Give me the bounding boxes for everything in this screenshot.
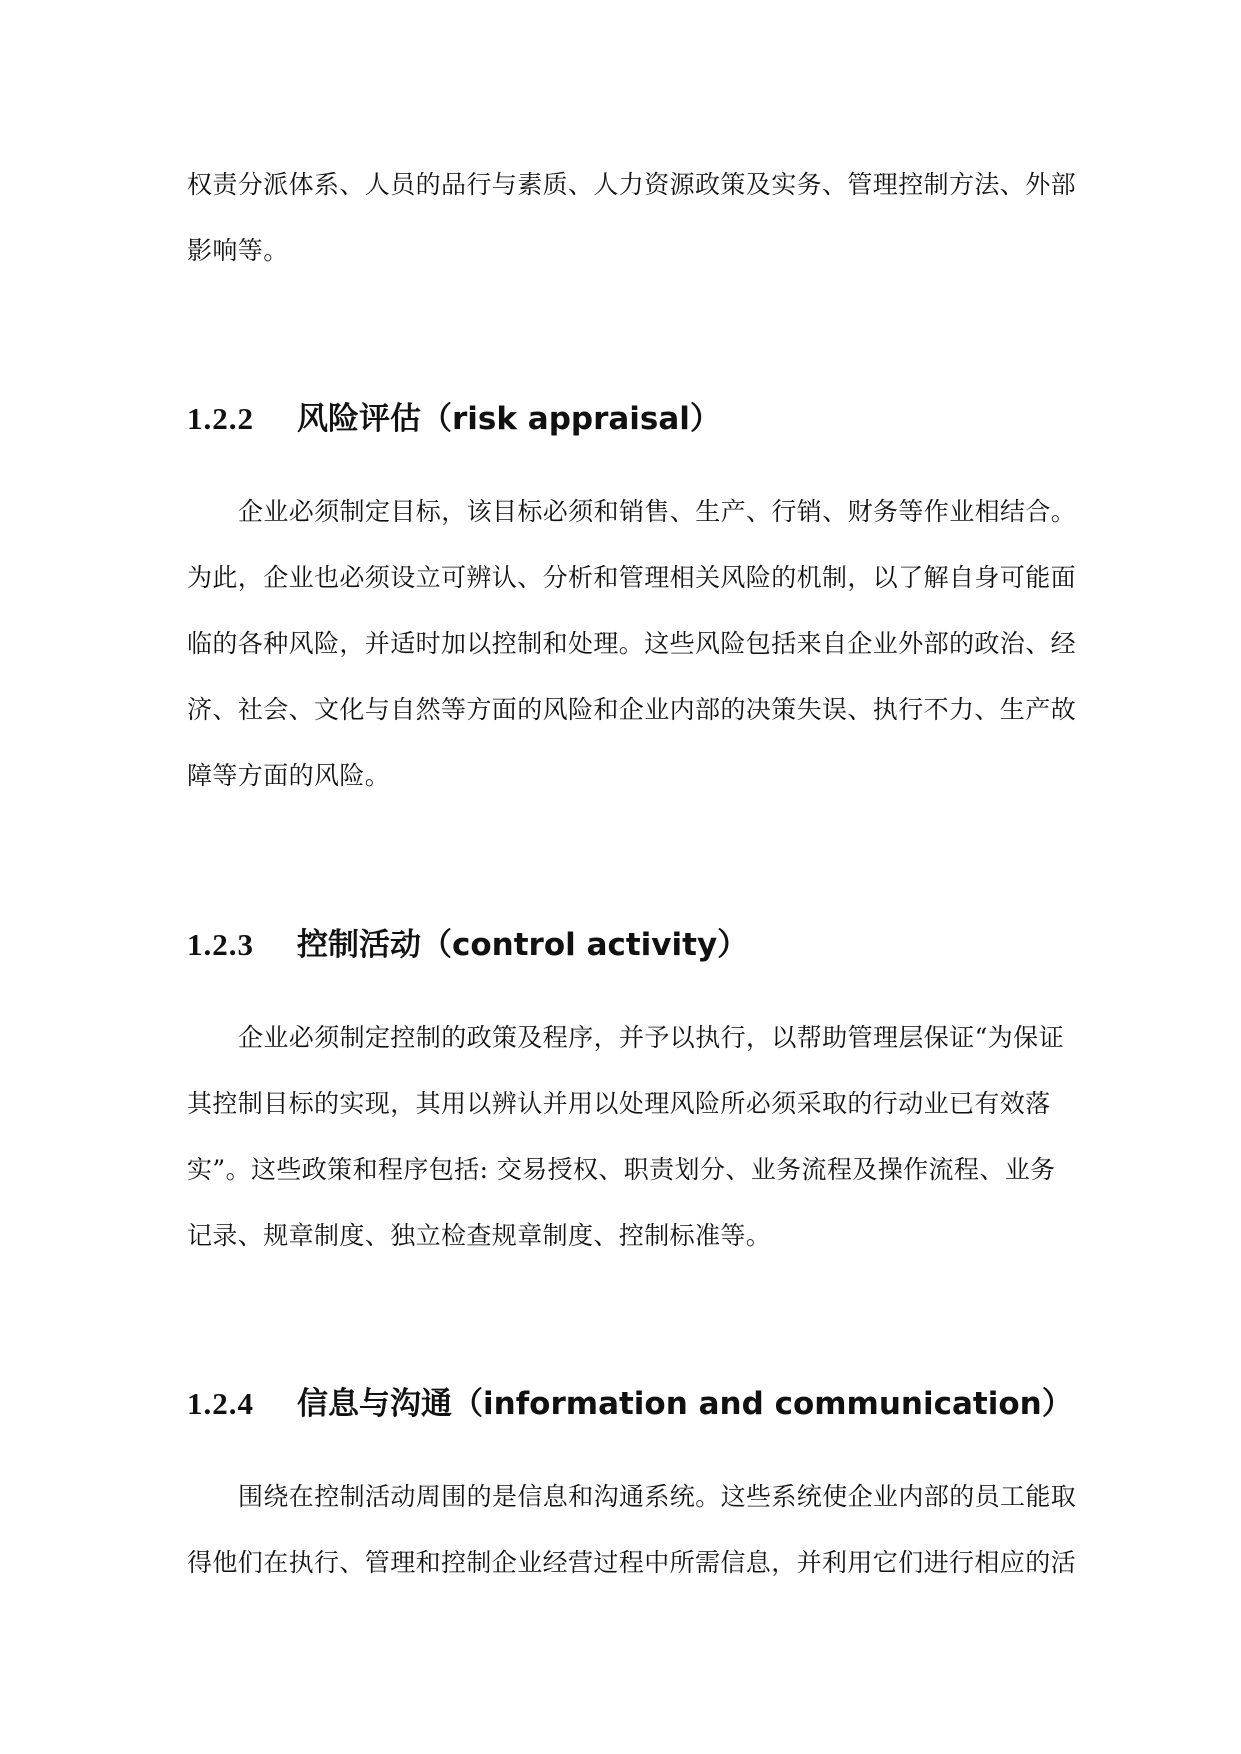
section-heading-1-2-4 [187,1384,1073,1424]
section-number: 1.2.4 [187,1386,254,1421]
section-title: 信息与沟通（information and communication） [297,1386,1073,1422]
intro-line-2: 影响等。 [187,236,289,265]
section-title: 风险评估（risk appraisal） [297,401,721,437]
intro-line-1: 权责分派体系、人员的品行与素质、人力资源政策及实务、管理控制方法、外部 [187,170,1077,199]
paragraph-line: 企业必须制定控制的政策及程序，并予以执行，以帮助管理层保证“为保证 [238,1023,1064,1052]
paragraph-line: 得他们在执行、管理和控制企业经营过程中所需信息，并利用它们进行相应的活 [187,1548,1077,1577]
paragraph-line: 企业必须制定目标，该目标必须和销售、生产、行销、财务等作业相结合。 [238,497,1077,526]
paragraph-line: 临的各种风险，并适时加以控制和处理。这些风险包括来自企业外部的政治、经 [187,629,1077,658]
section-title: 控制活动（control activity） [297,927,749,963]
paragraph-line: 济、社会、文化与自然等方面的风险和企业内部的决策失误、执行不力、生产故 [187,695,1077,724]
paragraph-line: 围绕在控制活动周围的是信息和沟通系统。这些系统使企业内部的员工能取 [238,1482,1077,1511]
section-heading-1-2-2 [187,399,721,439]
paragraph-line: 其控制目标的实现，其用以辨认并用以处理风险所必须采取的行动业已有效落 [187,1089,1051,1118]
section-number: 1.2.2 [187,401,254,436]
paragraph-line: 障等方面的风险。 [187,761,391,790]
paragraph-line: 实”。这些政策和程序包括: 交易授权、职责划分、业务流程及操作流程、业务 [187,1155,1056,1184]
paragraph-line: 记录、规章制度、独立检查规章制度、控制标准等。 [187,1221,772,1250]
paragraph-line: 为此，企业也必须设立可辨认、分析和管理相关风险的机制，以了解自身可能面 [187,563,1077,592]
section-number: 1.2.3 [187,927,254,962]
section-heading-1-2-3 [187,925,748,965]
